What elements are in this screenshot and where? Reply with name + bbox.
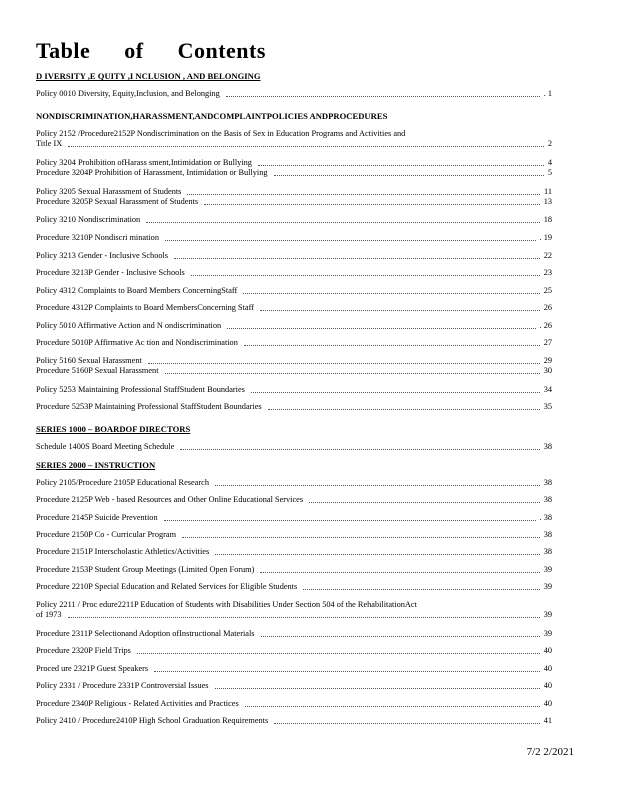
- toc-entry-title-continued: Title IX: [36, 139, 63, 148]
- toc-entry[interactable]: [36, 495, 552, 505]
- toc-entry[interactable]: [36, 233, 552, 243]
- toc-entry-page: 38: [543, 478, 552, 487]
- toc-entry-page: 40: [543, 681, 552, 690]
- toc-entry[interactable]: [36, 402, 552, 412]
- toc-entry-title: Policy 3205 Sexual Harassment of Students: [36, 187, 182, 196]
- toc-entry[interactable]: [36, 366, 552, 376]
- toc-entry[interactable]: [36, 303, 552, 313]
- toc-entry-title: Policy 5253 Maintaining Professional StaffStudent Boundaries: [36, 385, 245, 394]
- toc-entry-page: 38: [543, 530, 552, 539]
- toc-entry[interactable]: [36, 187, 552, 197]
- dot-leader: [154, 671, 540, 672]
- dot-leader: [182, 537, 540, 538]
- dot-leader: [164, 520, 536, 521]
- toc-entry[interactable]: [36, 129, 552, 149]
- toc-entry-page: 26: [543, 303, 552, 312]
- toc-entry-title: Procedure 3204P Prohibition of Harassment, Intimidation or Bullying: [36, 168, 268, 177]
- toc-entry-page: 38: [543, 547, 552, 556]
- toc-entry-title: Procedure 3213P Gender - Inclusive Schools: [36, 268, 185, 277]
- toc-entry[interactable]: [36, 89, 552, 99]
- dot-leader: [251, 392, 540, 393]
- toc-entry-page: 39: [543, 565, 552, 574]
- toc-entry-title: Procedure 5253P Maintaining Professional StaffStudent Boundaries: [36, 402, 262, 411]
- toc-entry[interactable]: [36, 513, 552, 523]
- toc-entry-title: Procedure 2151P Interscholastic Athletics/Activities: [36, 547, 210, 556]
- toc-entry-title: Policy 2331 / Procedure 2331P Controversial Issues: [36, 681, 209, 690]
- section-heading-nondiscrimination: NONDISCRIMINATION,HARASSMENT,ANDCOMPLAINTPOLICIES ANDPROCEDURES: [36, 111, 388, 121]
- dot-leader: [227, 328, 535, 329]
- toc-entry-title: Schedule 1400S Board Meeting Schedule: [36, 442, 175, 451]
- toc-entry-page: 22: [543, 251, 552, 260]
- toc-entry[interactable]: [36, 582, 552, 592]
- dot-leader: [215, 688, 540, 689]
- toc-entry-page: . 1: [543, 89, 552, 98]
- toc-entry-title: Policy 2211 / Proc edure2211P Education of Students with Disabilities Under Section 504 of the RehabilitationAct: [36, 600, 417, 609]
- dot-leader: [165, 373, 540, 374]
- toc-entry-title: Policy 3204 Prohibition ofHarass sment,Intimidation or Bullying: [36, 158, 252, 167]
- toc-entry[interactable]: [36, 646, 552, 656]
- toc-entry-page: 39: [543, 610, 552, 619]
- section-heading-diversity: D IVERSITY ,E QUITY ,I NCLUSION , AND BELONGING: [36, 71, 261, 81]
- page-title: Table of Contents: [36, 38, 266, 63]
- dot-leader: [165, 240, 536, 241]
- toc-entry[interactable]: [36, 681, 552, 691]
- dot-leader: [180, 449, 539, 450]
- section-heading-series-1000: SERIES 1000 – BOARDOF DIRECTORS: [36, 424, 191, 434]
- section-heading-series-2000: SERIES 2000 – INSTRUCTION: [36, 460, 156, 470]
- toc-entry-page: . 19: [539, 233, 552, 242]
- dot-leader: [215, 554, 540, 555]
- toc-entry-page: 2: [547, 139, 552, 148]
- toc-entry[interactable]: [36, 385, 552, 395]
- toc-entry-title: Procedure 5160P Sexual Harassment: [36, 366, 159, 375]
- toc-entry-page: 11: [544, 187, 552, 196]
- toc-entry[interactable]: [36, 716, 552, 726]
- dot-leader: [204, 204, 540, 205]
- toc-entry-title: Policy 4312 Complaints to Board Members ConcerningStaff: [36, 286, 238, 295]
- toc-entry-title: Policy 5160 Sexual Harassment: [36, 356, 142, 365]
- dot-leader: [244, 345, 540, 346]
- toc-entry-title: Proced ure 2321P Guest Speakers: [36, 664, 149, 673]
- dot-leader: [146, 222, 540, 223]
- toc-entry[interactable]: [36, 168, 552, 178]
- toc-entry-page: 13: [543, 197, 552, 206]
- footer-date: 7/2 2/2021: [526, 746, 574, 758]
- toc-entry-title: Procedure 5010P Affirmative Ac tion and Nondiscrimination: [36, 338, 238, 347]
- toc-entry-title: Procedure 3205P Sexual Harassment of Students: [36, 197, 199, 206]
- toc-entry-title: Procedure 2311P Selectionand Adoption ofInstructional Materials: [36, 629, 255, 638]
- toc-entry[interactable]: [36, 338, 552, 348]
- dot-leader: [303, 589, 539, 590]
- dot-leader: [68, 146, 544, 147]
- dot-leader: [68, 617, 540, 618]
- dot-leader: [215, 485, 540, 486]
- toc-entry[interactable]: [36, 442, 552, 452]
- dot-leader: [137, 653, 540, 654]
- dot-leader: [260, 310, 540, 311]
- toc-entry-page: 39: [543, 582, 552, 591]
- toc-entry[interactable]: [36, 565, 552, 575]
- toc-entry-page: 40: [543, 664, 552, 673]
- toc-entry[interactable]: [36, 478, 552, 488]
- toc-entry-page: 40: [543, 646, 552, 655]
- toc-entry-page: 18: [543, 215, 552, 224]
- dot-leader: [226, 96, 540, 97]
- toc-entry-title: Procedure 3210P Nondiscri mination: [36, 233, 159, 242]
- toc-entry-title: Policy 2152 /Procedure2152P Nondiscrimination on the Basis of Sex in Education Programs and Activities and: [36, 129, 406, 138]
- toc-entry-title: Policy 5010 Affirmative Action and N ondiscrimination: [36, 321, 222, 330]
- toc-entry-page: 40: [543, 699, 552, 708]
- toc-entry[interactable]: [36, 699, 552, 709]
- toc-entry-title: Policy 2410 / Procedure2410P High School Graduation Requirements: [36, 716, 269, 725]
- toc-entry-title: Policy 2105/Procedure 2105P Educational Research: [36, 478, 209, 487]
- toc-entry-page: 41: [543, 716, 552, 725]
- toc-entry[interactable]: [36, 286, 552, 296]
- dot-leader: [274, 723, 539, 724]
- dot-leader: [174, 258, 540, 259]
- toc-entry[interactable]: [36, 547, 552, 557]
- dot-leader: [274, 175, 544, 176]
- toc-entry[interactable]: [36, 321, 552, 331]
- toc-entry-page: . 26: [539, 321, 552, 330]
- toc-entry-page: 25: [543, 286, 552, 295]
- toc-entry[interactable]: [36, 251, 552, 261]
- dot-leader: [309, 502, 540, 503]
- toc-entry-title: Policy 3210 Nondiscrimination: [36, 215, 141, 224]
- toc-entry-title: Procedure 2153P Student Group Meetings (Limited Open Forum): [36, 565, 255, 574]
- toc-entry-page: 38: [543, 442, 552, 451]
- toc-entry-page: 23: [543, 268, 552, 277]
- dot-leader: [245, 706, 540, 707]
- dot-leader: [191, 275, 540, 276]
- toc-entry-title: Policy 3213 Gender - Inclusive Schools: [36, 251, 169, 260]
- toc-entry-title: Procedure 2340P Religious - Related Activities and Practices: [36, 699, 239, 708]
- dot-leader: [268, 409, 540, 410]
- toc-entry[interactable]: [36, 356, 552, 366]
- toc-entry-page: 35: [543, 402, 552, 411]
- toc-entry-page: 34: [543, 385, 552, 394]
- toc-entry[interactable]: [36, 215, 552, 225]
- dot-leader: [243, 293, 539, 294]
- toc-entry-page: 29: [543, 356, 552, 365]
- toc-entry-page: 27: [543, 338, 552, 347]
- toc-entry[interactable]: [36, 268, 552, 278]
- toc-entry-page: 5: [547, 168, 552, 177]
- toc-entry-page: 4: [547, 158, 552, 167]
- toc-entry[interactable]: [36, 530, 552, 540]
- dot-leader: [260, 572, 539, 573]
- dot-leader: [148, 363, 540, 364]
- toc-entry-page: 38: [543, 495, 552, 504]
- toc-entry-title: Procedure 2320P Field Trips: [36, 646, 131, 655]
- dot-leader: [258, 165, 544, 166]
- toc-entry[interactable]: [36, 197, 552, 207]
- toc-entry-page: 39: [543, 629, 552, 638]
- toc-entry-title: Procedure 2150P Co - Curricular Program: [36, 530, 177, 539]
- toc-entry-title: Procedure 2210P Special Education and Related Services for Eligible Students: [36, 582, 298, 591]
- toc-entry-title: Policy 0010 Diversity, Equity,Inclusion, and Belonging: [36, 89, 220, 98]
- toc-entry[interactable]: [36, 600, 552, 620]
- dot-leader: [261, 636, 540, 637]
- toc-entry-title: Procedure 4312P Complaints to Board MembersConcerning Staff: [36, 303, 254, 312]
- toc-entry-title-continued: of 1973: [36, 610, 62, 619]
- toc-entry-page: . 38: [539, 513, 552, 522]
- toc-entry[interactable]: [36, 629, 552, 639]
- toc-entry-page: 30: [543, 366, 552, 375]
- toc-entry-title: Procedure 2125P Web - based Resources and Other Online Educational Services: [36, 495, 304, 504]
- toc-entry[interactable]: [36, 158, 552, 168]
- dot-leader: [187, 194, 540, 195]
- toc-entry[interactable]: [36, 664, 552, 674]
- toc-entry-title: Procedure 2145P Suicide Prevention: [36, 513, 158, 522]
